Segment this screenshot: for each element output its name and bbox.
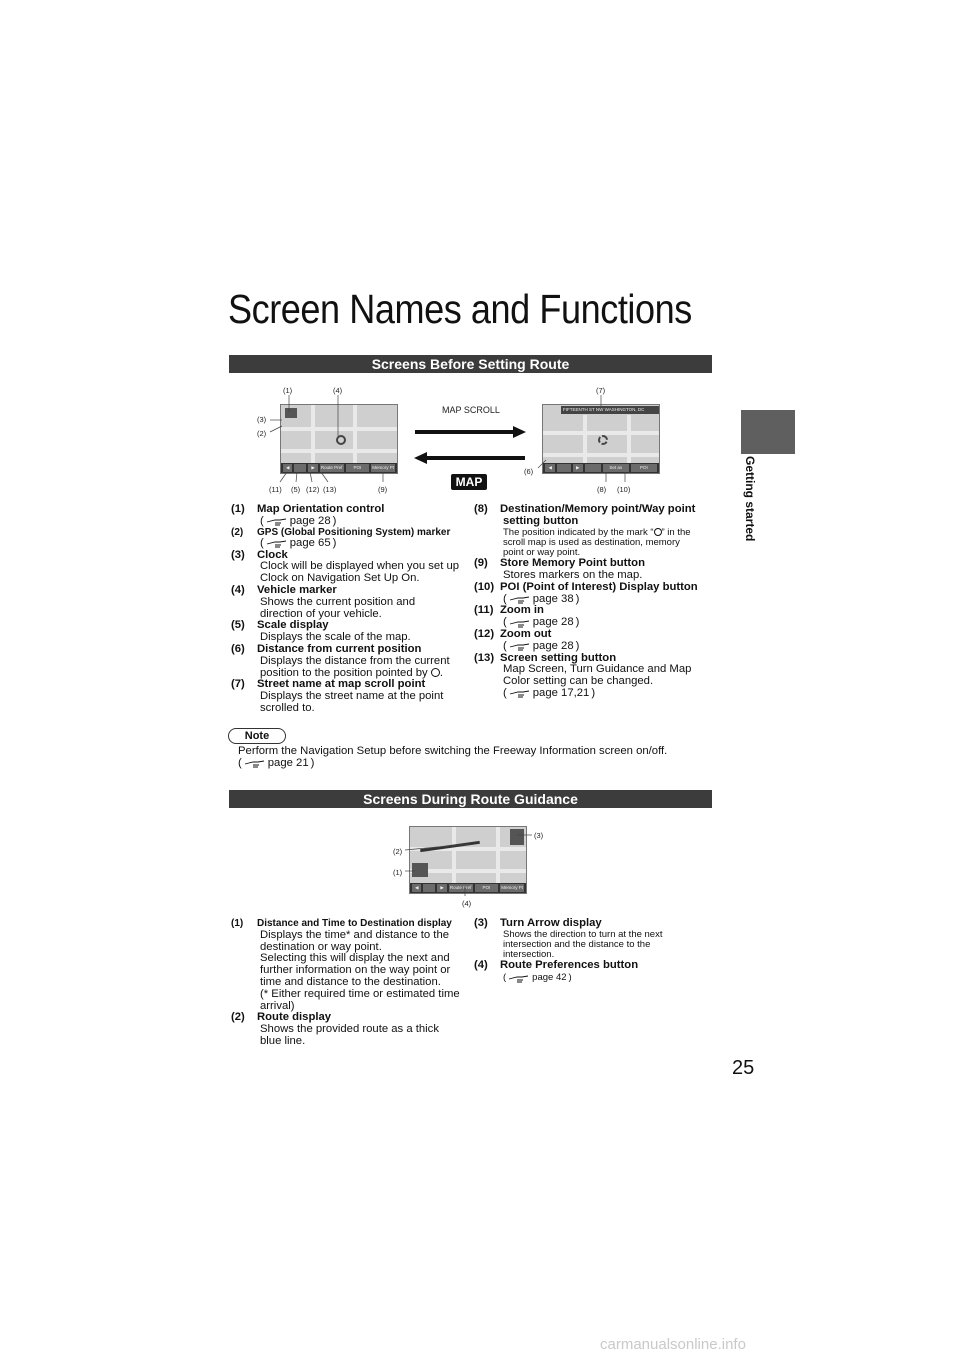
callout-6: (6) (524, 467, 534, 476)
callout-3: (3) (257, 415, 267, 424)
item-10: (10) POI (Point of Interest) Display button ( page 38 ) (474, 580, 698, 605)
item-6: (6) Distance from current position Displays the distance from the current position to the position pointed by . (231, 642, 450, 679)
street-name-bar: FIFTEENTH ST NW WASHINGTON, DC (561, 406, 659, 414)
page-ref-icon (509, 642, 531, 651)
note-text: Perform the Navigation Setup before switching the Freeway Information screen on/off. ( page 21 ) (238, 745, 668, 769)
page-ref-icon (508, 974, 530, 983)
watermark: carmanualsonline.info (600, 1336, 746, 1353)
note-badge: Note (228, 728, 286, 744)
guidance-item-1: (1) Distance and Time to Destination display Displays the time* and distance to the destination or way point. Selecting this will display the next and further information on the way point or time and distance to the destination. (* Either required time or estimated time arrival) (231, 918, 460, 1012)
item-13: (13) Screen setting button Map Screen, Turn Guidance and Map Color setting can be changed. ( page 17,21 ) (474, 651, 692, 699)
set-as-button[interactable]: Set as (603, 464, 629, 472)
chapter-label: Getting started (743, 456, 757, 542)
section2-right-list (474, 918, 719, 984)
cursor-mark-icon (431, 668, 440, 677)
item-1: (1) Map Orientation control ( page 28 ) (231, 503, 385, 527)
item-12: (12) Zoom out ( page 28 ) (474, 627, 580, 652)
section-header-before-route: Screens Before Setting Route (229, 355, 712, 373)
poi-button[interactable]: POI (346, 464, 370, 472)
callout-g2: (2) (393, 847, 403, 856)
route-pref-button-guidance[interactable]: Route Pref (449, 885, 472, 890)
page-ref-icon (266, 517, 288, 526)
item-3: (3) Clock Clock will be displayed when you set up Clock on Navigation Set Up On. (231, 548, 460, 585)
callout-4: (4) (333, 386, 343, 395)
guidance-callout-lines (395, 826, 545, 906)
callout-lines (250, 380, 720, 495)
callout-13: (13) (323, 485, 337, 494)
callout-7: (7) (596, 386, 606, 395)
section1-left-list (231, 504, 466, 715)
callout-2: (2) (257, 429, 267, 438)
poi-button-guidance[interactable]: POI (475, 884, 499, 892)
item-7: (7) Street name at map scroll point Displays the street name at the point scrolled to. (231, 678, 444, 714)
page-ref-icon (509, 619, 531, 628)
page-ref-icon (266, 539, 288, 548)
item-5: (5) Scale display Displays the scale of the map. (231, 619, 411, 644)
guidance-item-2: (2) Route display Shows the provided route as a thick blue line. (231, 1011, 439, 1047)
section1-right-list (474, 504, 719, 700)
memory-pt-button[interactable]: Memory Pt (372, 465, 394, 470)
item-2: (2) GPS (Global Positioning System) marker ( page 65 ) (231, 526, 451, 549)
item-11: (11) Zoom in ( page 28 ) (474, 604, 580, 629)
cursor-mark-icon (654, 528, 662, 536)
right-screen-buttons: ◀ ▶ Set as POI (543, 463, 659, 473)
page-title: Screen Names and Functions (228, 286, 692, 332)
guidance-item-4: (4) Route Preferences button ( page 42 ) (474, 959, 639, 984)
callout-g3: (3) (534, 831, 544, 840)
callout-5: (5) (291, 485, 301, 494)
callout-1: (1) (283, 386, 293, 395)
guidance-screen-buttons: ◀ ▶ Route Pref POI Memory Pt (410, 883, 526, 893)
callout-9: (9) (378, 485, 388, 494)
callout-10: (10) (617, 485, 631, 494)
memory-pt-button-guidance[interactable]: Memory Pt (501, 885, 523, 890)
item-4: (4) Vehicle marker Shows the current position and direction of your vehicle. (231, 583, 416, 620)
section2-left-list (231, 918, 471, 1048)
guidance-item-3: (3) Turn Arrow display Shows the direction to turn at the next intersection and the distance to the intersection. (474, 917, 663, 961)
map-button[interactable]: MAP (451, 474, 487, 490)
section-header-during-guidance: Screens During Route Guidance (229, 790, 712, 808)
map-scroll-label: MAP SCROLL (442, 405, 500, 415)
left-screen-buttons: ◀ ▶ Route Pref POI Memory Pt (281, 463, 397, 473)
callout-g1: (1) (393, 868, 403, 877)
callout-12: (12) (306, 485, 320, 494)
page-number: 25 (732, 1057, 755, 1079)
callout-8: (8) (597, 485, 607, 494)
chapter-tab (741, 410, 795, 454)
callout-g4: (4) (462, 899, 472, 908)
item-9: (9) Store Memory Point button Stores markers on the map. (474, 557, 645, 581)
route-pref-button[interactable]: Route Pref (320, 465, 343, 470)
page-ref-icon (509, 595, 531, 604)
callout-11: (11) (269, 485, 282, 494)
page-ref-icon (244, 759, 266, 768)
poi-button-right[interactable]: POI (631, 464, 657, 472)
item-8: (8) Destination/Memory point/Way point setting button The position indicated by the mark “ ” in the scroll map is used as destination, memory point or way point. (474, 503, 696, 558)
page-ref-icon (509, 689, 531, 698)
